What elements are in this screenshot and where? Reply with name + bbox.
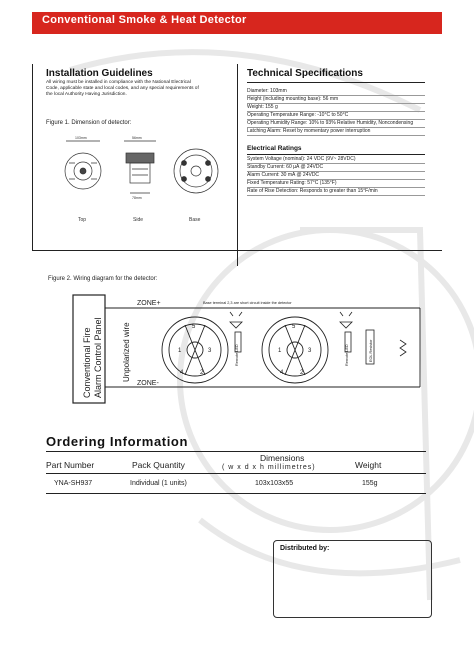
electrical-row: Rate of Rise Detection: Responds to greater than 15°F/min [247,188,425,196]
spec-row: Operating Humidity Range: 10% to 93% Relative Humidity, Noncondensing [247,120,425,128]
detector-top-view [65,141,101,189]
detector-side-view [124,141,156,193]
header-row-line [46,473,426,474]
spec-row: Operating Temperature Range: -10°C to 50°C [247,112,425,120]
col-dimensions-sub: ( w x d x h millimetres) [222,464,316,471]
cell-pack-quantity: Individual (1 units) [130,480,187,487]
column-divider [237,64,238,266]
ordering-underline [46,451,426,452]
col-weight: Weight [355,460,382,470]
install-text: All wiring must be installed in compliance with the National Electrical Code, applicable state and local codes, and any special requirements of the local Authority Having Jurisdiction. [46,80,199,98]
electrical-underline [247,154,425,155]
distributor-label: Distributed by: [280,545,330,552]
cell-dimensions: 103x103x55 [255,480,294,487]
remote-led-label-2: Remote LED [345,344,349,366]
spec-row: Latching Alarm: Reset by momentary power interruption [247,128,425,136]
col-dimensions: Dimensions [260,453,305,463]
install-heading: Installation Guidelines [46,68,153,79]
wiring-note: Base terminal 2,3 are short circuit inside the detector [203,301,292,305]
electrical-row: Alarm Current: 30 mA @ 24VDC [247,172,425,180]
spec-row: Weight: 155 g [247,104,425,112]
section-divider [32,250,442,251]
electrical-row: Fixed Temperature Rating: 57°C (135°F) [247,180,425,188]
terminal-label: 5 [192,324,196,330]
specs-underline [247,82,425,83]
figure2-caption: Figure 2. Wiring diagram for the detector: [48,276,158,282]
dim-top: 103mm [75,136,87,140]
spec-row: Height (including mounting base): 56 mm [247,96,425,104]
terminal-label: 2 [300,370,304,376]
dim-side: 56mm [132,136,142,140]
unpolarized-label: Unpolarized wire [122,322,131,382]
detector-base-view [174,149,218,193]
terminal-label: 3 [308,348,312,354]
electrical-heading: Electrical Ratings [247,145,302,152]
terminal-label: 5 [292,324,296,330]
cell-part-number: YNA-SH937 [54,480,93,487]
col-part-number: Part Number [46,460,95,470]
zone-plus-label: ZONE+ [137,300,161,307]
terminal-label: 4 [280,370,284,376]
zone-minus-label: ZONE- [137,380,159,387]
label-top: Top [78,217,87,223]
electrical-row: System Voltage (nominal): 24 VDC (9V~ 28VDC) [247,156,425,164]
label-base: Base [189,217,201,223]
left-margin-line [32,64,33,250]
panel-label-1: Conventional Fire [82,327,92,398]
ordering-heading: Ordering Information [46,434,188,449]
col-pack-quantity: Pack Quantity [132,460,185,470]
panel-label-2: Alarm Control Panel [93,317,103,398]
specs-heading: Technical Specifications [247,68,363,79]
terminal-label: 2 [200,370,204,376]
terminal-label: 4 [180,370,184,376]
wiring-diagram [40,290,440,410]
page-title: Conventional Smoke & Heat Detector [42,14,247,26]
figure1-caption: Figure 1. Dimension of detector: [46,120,132,126]
terminal-label: 3 [208,348,212,354]
terminal-label: 1 [178,348,182,354]
terminal-label: 1 [278,348,282,354]
figure1-drawing [60,135,230,230]
label-side: Side [133,217,144,223]
cell-weight: 155g [362,480,378,487]
remote-led-label-1: Remote LED [235,344,239,366]
spec-row: Diameter: 103mm [247,88,425,96]
electrical-row: Standby Current: 60 µA @ 24VDC [247,164,425,172]
dim-base: 78mm [132,196,142,200]
data-row-line [46,493,426,494]
eol-label: EOL Resistor [369,339,373,362]
